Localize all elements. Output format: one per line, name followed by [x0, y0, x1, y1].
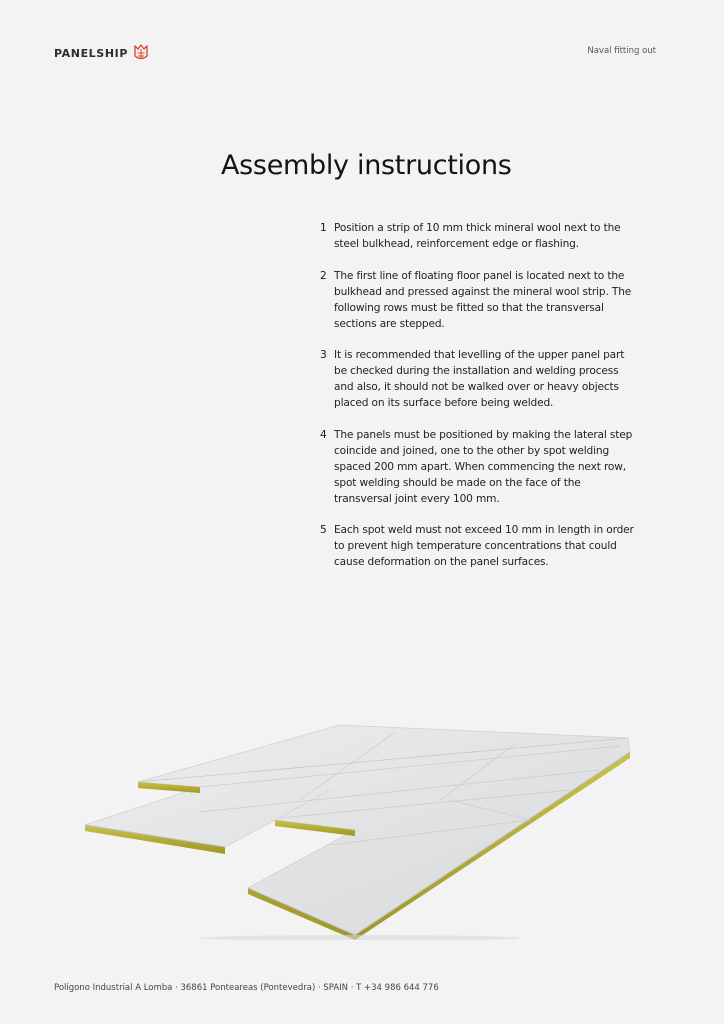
- instruction-step: [320, 220, 638, 252]
- page-title: Assembly instructions: [221, 150, 512, 181]
- panel-top-surface: [85, 725, 630, 935]
- step-text: Each spot weld must not exceed 10 mm in length in order to prevent high temperature concentrations that could cause deformation on the panel surfaces.: [334, 524, 634, 568]
- step-text: The panels must be positioned by making the lateral step coincide and joined, one to the other by spot welding spaced 200 mm apart. When commencing the next row, spot welding should be made on the face of the transversal joint every 100 mm.: [334, 428, 633, 505]
- brand-name: PANELSHIP: [54, 46, 128, 60]
- step-number: 5: [320, 524, 327, 536]
- step-number: 3: [320, 349, 327, 361]
- brand-logo: [54, 44, 149, 62]
- step-number: 4: [320, 428, 327, 441]
- crown-shield-icon: [133, 44, 149, 62]
- footer-address: Polígono Industrial A Lomba · 36861 Ponteareas (Pontevedra) · SPAIN · T +34 986 644 776: [54, 983, 439, 993]
- step-text: Position a strip of 10 mm thick mineral wool next to the steel bulkhead, reinforcement edge or flashing.: [334, 222, 621, 250]
- step-text: It is recommended that levelling of the upper panel part be checked during the installation and welding process and also, it should not be walked over or heavy objects placed on its surface before being welded.: [334, 349, 625, 409]
- instruction-list: [320, 220, 638, 586]
- instruction-step: [320, 347, 638, 411]
- instruction-step: [320, 522, 638, 570]
- section-label: Naval fitting out: [587, 46, 656, 56]
- instruction-step: [320, 268, 638, 332]
- step-number: 1: [320, 222, 327, 234]
- floor-panels-illustration: [0, 690, 724, 940]
- step-text: The first line of floating floor panel is located next to the bulkhead and pressed against the mineral wool strip. The following rows must be fitted so that the transversal sections are stepped.: [334, 269, 632, 330]
- step-number: 2: [320, 269, 327, 282]
- instruction-step: [320, 427, 638, 507]
